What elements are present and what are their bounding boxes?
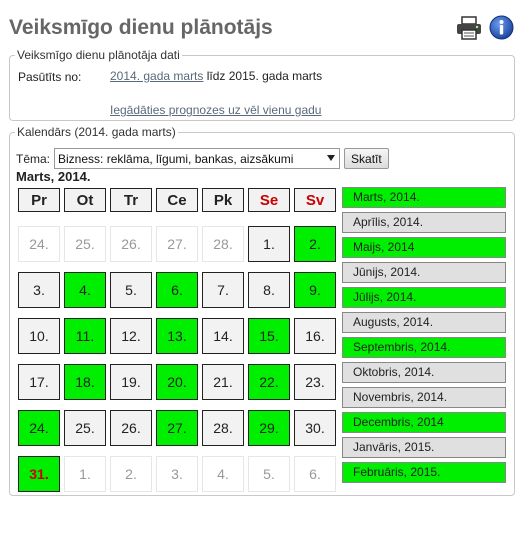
calendar-day: 24. xyxy=(18,226,60,262)
calendar-day-today[interactable]: 31. xyxy=(18,456,60,492)
month-item[interactable]: Jūlijs, 2014. xyxy=(342,287,506,308)
calendar-day[interactable]: 25. xyxy=(64,410,106,446)
planner-data-section xyxy=(9,48,515,121)
theme-select[interactable] xyxy=(54,148,340,169)
calendar-day[interactable]: 8. xyxy=(248,272,290,308)
theme-label: Tēma: xyxy=(16,151,51,166)
calendar-day[interactable]: 21. xyxy=(202,364,244,400)
calendar-day: 5. xyxy=(248,456,290,492)
calendar-day: 27. xyxy=(156,226,198,262)
calendar-grid xyxy=(18,188,338,490)
ordered-from-link[interactable]: 2014. gada marts xyxy=(110,69,204,83)
ordered-range xyxy=(110,69,322,83)
calendar-day[interactable]: 27. xyxy=(156,410,198,446)
chevron-down-icon xyxy=(327,155,335,161)
calendar-day[interactable]: 28. xyxy=(202,410,244,446)
calendar-legend: Kalendārs (2014. gada marts) xyxy=(17,125,176,139)
info-icon[interactable] xyxy=(489,15,514,40)
planner-data-legend: Veiksmīgo dienu plānotāja dati xyxy=(17,48,180,62)
calendar-day[interactable]: 4. xyxy=(64,272,106,308)
weekday-header: Tr xyxy=(110,188,152,212)
month-item[interactable]: Maijs, 2014 xyxy=(342,237,506,258)
calendar-day[interactable]: 7. xyxy=(202,272,244,308)
page-title: Veiksmīgo dienu plānotājs xyxy=(9,16,273,39)
calendar-day[interactable]: 17. xyxy=(18,364,60,400)
calendar-day[interactable]: 18. xyxy=(64,364,106,400)
month-item[interactable]: Oktobris, 2014. xyxy=(342,362,506,383)
extend-forecast-link[interactable]: Iegādāties prognozes uz vēl vienu gadu xyxy=(110,103,322,117)
month-title: Marts, 2014. xyxy=(16,169,91,184)
calendar-day[interactable]: 24. xyxy=(18,410,60,446)
calendar-day: 3. xyxy=(156,456,198,492)
calendar-day[interactable]: 30. xyxy=(294,410,336,446)
calendar-day[interactable]: 19. xyxy=(110,364,152,400)
month-item[interactable]: Aprīlis, 2014. xyxy=(342,212,506,233)
calendar-day[interactable]: 12. xyxy=(110,318,152,354)
calendar-day[interactable]: 22. xyxy=(248,364,290,400)
printer-icon[interactable] xyxy=(456,16,482,40)
month-item[interactable]: Septembris, 2014. xyxy=(342,337,506,358)
month-item[interactable]: Augusts, 2014. xyxy=(342,312,506,333)
calendar-day: 4. xyxy=(202,456,244,492)
calendar-day[interactable]: 14. xyxy=(202,318,244,354)
calendar-day[interactable]: 10. xyxy=(18,318,60,354)
calendar-day[interactable]: 6. xyxy=(156,272,198,308)
calendar-day: 26. xyxy=(110,226,152,262)
calendar-day: 2. xyxy=(110,456,152,492)
month-item[interactable]: Jūnijs, 2014. xyxy=(342,262,506,283)
month-item[interactable]: Janvāris, 2015. xyxy=(342,437,506,458)
calendar-day[interactable]: 26. xyxy=(110,410,152,446)
month-item[interactable]: Marts, 2014. xyxy=(342,187,506,208)
calendar-day: 25. xyxy=(64,226,106,262)
month-item[interactable]: Februāris, 2015. xyxy=(342,462,506,483)
calendar-day[interactable]: 29. xyxy=(248,410,290,446)
ordered-to-text: līdz 2015. gada marts xyxy=(203,69,323,83)
weekday-header: Pr xyxy=(18,188,60,212)
calendar-day[interactable]: 2. xyxy=(294,226,336,262)
view-button[interactable]: Skatīt xyxy=(344,148,389,169)
calendar-day[interactable]: 9. xyxy=(294,272,336,308)
weekday-header: Pk xyxy=(202,188,244,212)
calendar-day[interactable]: 20. xyxy=(156,364,198,400)
weekday-header: Se xyxy=(248,188,290,212)
calendar-day[interactable]: 16. xyxy=(294,318,336,354)
calendar-section xyxy=(9,125,515,496)
weekday-header: Sv xyxy=(294,188,336,212)
month-item[interactable]: Decembris, 2014 xyxy=(342,412,506,433)
theme-select-value: Bizness: reklāma, līgumi, bankas, aizsākumi xyxy=(58,152,294,166)
theme-row xyxy=(16,148,389,169)
calendar-day[interactable]: 3. xyxy=(18,272,60,308)
calendar-day[interactable]: 11. xyxy=(64,318,106,354)
calendar-day: 28. xyxy=(202,226,244,262)
weekday-header: Ot xyxy=(64,188,106,212)
calendar-day: 6. xyxy=(294,456,336,492)
calendar-day[interactable]: 1. xyxy=(248,226,290,262)
calendar-day[interactable]: 13. xyxy=(156,318,198,354)
month-item[interactable]: Novembris, 2014. xyxy=(342,387,506,408)
calendar-day[interactable]: 5. xyxy=(110,272,152,308)
calendar-day[interactable]: 23. xyxy=(294,364,336,400)
ordered-label: Pasūtīts no: xyxy=(18,70,82,84)
calendar-day: 1. xyxy=(64,456,106,492)
calendar-day[interactable]: 15. xyxy=(248,318,290,354)
weekday-header: Ce xyxy=(156,188,198,212)
